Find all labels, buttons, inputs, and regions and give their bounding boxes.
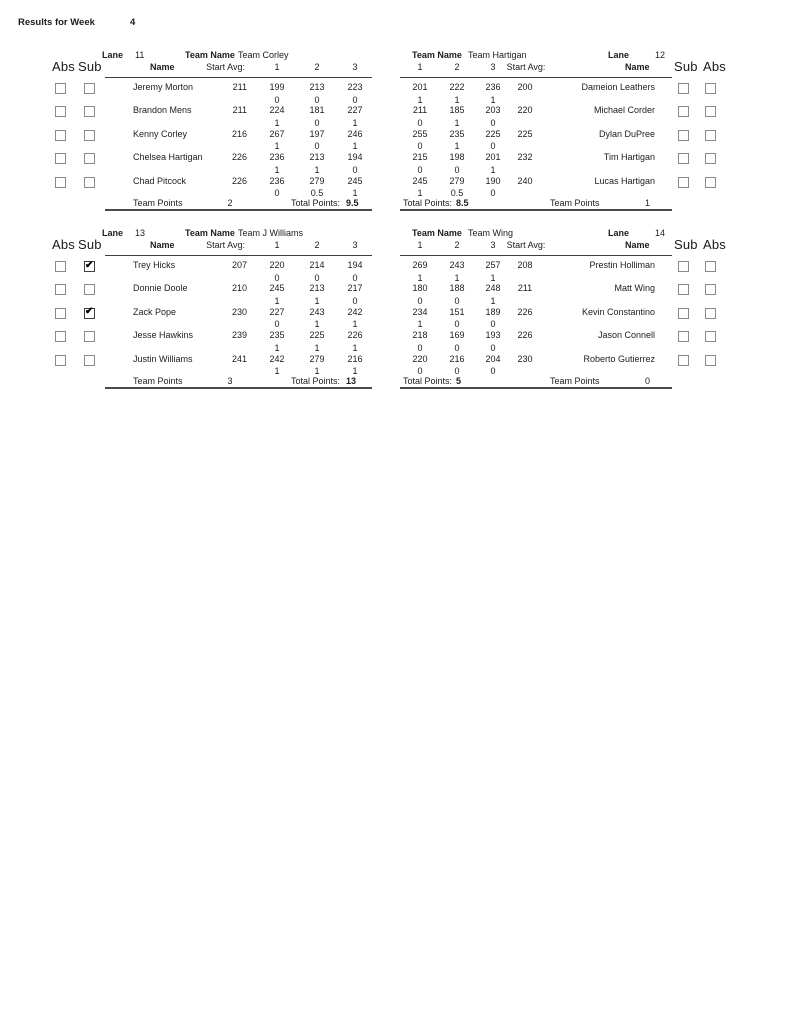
start-avg-value: 239 [231, 330, 247, 341]
game-score: 188 [449, 283, 465, 294]
sub-checkbox[interactable] [84, 106, 95, 117]
game-points: 1 [352, 366, 358, 377]
start-avg-value: 226 [231, 152, 247, 163]
game-score: 211 [412, 105, 428, 116]
lane-label: Lane [608, 50, 630, 60]
sub-checkbox[interactable] [678, 177, 689, 188]
game-score: 169 [449, 330, 465, 341]
lane-number: 12 [655, 50, 666, 60]
team-points-label: Team Points [133, 375, 183, 386]
game-points: 1 [417, 272, 423, 283]
start-avg-value: 211 [232, 82, 247, 92]
game-score: 227 [347, 105, 363, 116]
abs-checkbox[interactable] [55, 106, 66, 117]
game-points: 1 [314, 295, 320, 306]
team-points-value: 1 [644, 197, 650, 208]
game-points: 0 [490, 141, 496, 152]
player-name: Jesse Hawkins [133, 330, 194, 341]
abs-checkbox[interactable] [55, 83, 66, 94]
footer-divider-line [105, 209, 372, 211]
game-score: 218 [412, 330, 428, 341]
player-name: Brandon Mens [133, 105, 192, 116]
lane-number: 13 [135, 228, 146, 238]
sub-checkbox[interactable] [84, 331, 95, 342]
game-points: 0 [417, 295, 423, 306]
total-points-value: 13 [346, 375, 357, 386]
game-score: 199 [269, 82, 285, 92]
sub-column-label: Sub [674, 59, 698, 74]
game-points: 1 [490, 94, 496, 105]
game-points: 0 [417, 164, 423, 175]
lane-number: 14 [655, 228, 666, 238]
start-avg-value: 226 [231, 175, 247, 186]
abs-checkbox[interactable] [705, 331, 716, 342]
game-points: 1 [352, 117, 358, 128]
game-score: 257 [485, 260, 501, 270]
game-points: 0 [352, 295, 358, 306]
sub-checkbox[interactable] [84, 153, 95, 164]
game-points: 1 [417, 94, 423, 105]
team-name-label: Team Name [185, 50, 235, 60]
header-divider-line [400, 77, 672, 78]
game-points: 0 [417, 366, 423, 377]
abs-checkbox[interactable] [55, 153, 66, 164]
game2-header: 2 [314, 62, 320, 72]
game-points: 0 [417, 117, 423, 128]
game-points: 1 [274, 141, 280, 152]
team-points-label: Team Points [550, 197, 600, 208]
game-score: 225 [485, 128, 501, 139]
name-column-header: Name [150, 62, 175, 72]
game-score: 180 [412, 283, 428, 294]
sub-checkbox[interactable] [678, 153, 689, 164]
game-points: 0.5 [450, 188, 464, 199]
game-score: 267 [269, 128, 285, 139]
game3-header: 3 [352, 62, 358, 72]
game-score: 151 [449, 306, 465, 317]
start-avg-value: 208 [517, 260, 533, 270]
game-points: 1 [352, 342, 358, 353]
header-divider-line [400, 255, 672, 256]
start-avg-header: Start Avg: [506, 240, 546, 250]
lane-label: Lane [608, 228, 630, 238]
game-points: 0 [417, 141, 423, 152]
start-avg-header: Start Avg: [506, 62, 546, 72]
game-points: 1 [314, 319, 320, 330]
page-title: Results for Week [18, 17, 95, 28]
game-points: 1 [274, 366, 280, 377]
game-score: 198 [449, 152, 465, 163]
team-points-label: Team Points [550, 375, 600, 386]
game-score: 227 [269, 306, 285, 317]
abs-column-label: Abs [52, 237, 76, 252]
game-score: 194 [347, 260, 363, 270]
game-score: 194 [347, 152, 363, 163]
game-score: 245 [347, 175, 363, 186]
game-score: 245 [269, 283, 285, 294]
footer-divider-line [400, 209, 672, 211]
game-points: 1 [417, 188, 423, 199]
player-name: Dylan DuPree [598, 128, 655, 139]
abs-checkbox[interactable] [55, 130, 66, 141]
game-score: 225 [309, 330, 325, 341]
game-score: 214 [309, 260, 325, 270]
abs-column-label: Abs [703, 237, 727, 252]
game-score: 269 [412, 260, 428, 270]
header-divider-line [105, 77, 372, 78]
game-points: 0 [454, 164, 460, 175]
abs-checkbox[interactable] [705, 177, 716, 188]
game-points: 1 [352, 188, 358, 199]
game-score: 216 [449, 353, 465, 364]
start-avg-value: 220 [517, 105, 533, 116]
lane-number: 11 [135, 50, 145, 60]
player-name: Prestin Holliman [589, 260, 655, 270]
start-avg-value: 210 [231, 283, 247, 294]
game-score: 201 [412, 82, 428, 92]
abs-column-label: Abs [703, 59, 727, 74]
game-points: 0 [352, 94, 358, 105]
sub-checkbox[interactable] [678, 331, 689, 342]
abs-checkbox[interactable] [55, 331, 66, 342]
game-points: 0 [490, 117, 496, 128]
abs-checkbox[interactable] [705, 83, 716, 94]
team-points-value: 2 [227, 197, 233, 208]
player-name: Kenny Corley [133, 128, 188, 139]
player-name: Justin Williams [133, 353, 193, 364]
player-name: Trey Hicks [133, 260, 176, 270]
week-number: 4 [130, 17, 136, 28]
game-points: 1 [490, 295, 496, 306]
name-column-header: Name [150, 240, 175, 250]
game-score: 215 [412, 152, 428, 163]
player-name: Donnie Doole [133, 283, 188, 294]
game-points: 1 [274, 164, 280, 175]
game-points: 0 [490, 342, 496, 353]
game-score: 189 [485, 306, 501, 317]
game2-header: 2 [454, 62, 460, 72]
team-name-label: Team Name [412, 50, 462, 60]
start-avg-value: 207 [231, 260, 247, 270]
team-name-value: Team Wing [468, 228, 514, 238]
team-name-value: Team J Williams [238, 228, 304, 238]
game-score: 243 [309, 306, 325, 317]
footer-divider-line [105, 387, 372, 389]
team-points-value: 0 [644, 375, 650, 386]
sub-checkbox[interactable] [84, 83, 95, 94]
game-score: 220 [269, 260, 285, 270]
player-name: Kevin Constantino [581, 306, 655, 317]
game-points: 1 [314, 164, 320, 175]
game-points: 1 [274, 117, 280, 128]
sub-column-label: Sub [78, 59, 102, 74]
game-score: 217 [347, 283, 363, 294]
game-score: 246 [347, 128, 363, 139]
game-points: 1 [454, 94, 460, 105]
start-avg-value: 230 [231, 306, 247, 317]
game-score: 279 [309, 175, 325, 186]
total-points-value: 9.5 [346, 197, 359, 208]
game-points: 0 [490, 188, 496, 199]
game-score: 204 [485, 353, 501, 364]
abs-checkbox[interactable] [55, 284, 66, 295]
name-column-header: Name [625, 240, 650, 250]
start-avg-value: 225 [517, 128, 533, 139]
game-score: 223 [347, 82, 363, 92]
game2-header: 2 [314, 240, 320, 250]
game-points: 0 [314, 141, 320, 152]
sub-checkbox[interactable] [678, 308, 689, 319]
team-points-label: Team Points [133, 197, 183, 208]
game-points: 1 [490, 272, 496, 283]
team-name-value: Team Corley [238, 50, 289, 60]
start-avg-value: 200 [517, 82, 533, 92]
check-mark-icon: ✔ [85, 259, 94, 271]
game2-header: 2 [454, 240, 460, 250]
game-points: 0 [274, 319, 280, 330]
abs-checkbox[interactable] [55, 177, 66, 188]
game-score: 235 [269, 330, 285, 341]
game-score: 224 [269, 105, 285, 116]
game1-header: 1 [417, 240, 423, 250]
game-score: 213 [309, 82, 325, 92]
game-score: 279 [449, 175, 465, 186]
team-name-label: Team Name [185, 228, 235, 238]
game-points: 1 [274, 295, 280, 306]
player-name: Chelsea Hartigan [133, 152, 203, 163]
player-name: Lucas Hartigan [594, 175, 655, 186]
game-score: 216 [347, 353, 363, 364]
abs-column-label: Abs [52, 59, 76, 74]
abs-checkbox[interactable] [705, 284, 716, 295]
game-score: 193 [485, 330, 501, 341]
game-score: 181 [309, 105, 325, 116]
abs-checkbox[interactable] [705, 106, 716, 117]
game-points: 0 [314, 117, 320, 128]
game-points: 0 [352, 164, 358, 175]
sub-checkbox[interactable] [678, 355, 689, 366]
match-section [0, 46, 785, 221]
header-divider-line [105, 255, 372, 256]
game3-header: 3 [490, 240, 496, 250]
start-avg-value: 226 [517, 306, 533, 317]
game1-header: 1 [274, 62, 280, 72]
game-points: 0 [314, 94, 320, 105]
game-score: 213 [309, 283, 325, 294]
player-name: Jason Connell [597, 330, 655, 341]
sub-column-label: Sub [78, 237, 102, 252]
game-score: 245 [412, 175, 428, 186]
sub-checkbox[interactable] [678, 130, 689, 141]
game-score: 235 [449, 128, 465, 139]
total-points-value: 8.5 [456, 197, 469, 208]
player-name: Roberto Gutierrez [583, 353, 655, 364]
game-points: 0 [274, 94, 280, 105]
abs-checkbox[interactable] [705, 308, 716, 319]
game-points: 1 [490, 164, 496, 175]
game-points: 0 [490, 366, 496, 377]
game-points: 1 [352, 319, 358, 330]
sub-checkbox[interactable] [678, 83, 689, 94]
game-points: 0 [454, 342, 460, 353]
start-avg-value: 211 [517, 283, 533, 294]
lane-label: Lane [102, 50, 124, 60]
game-points: 0.5 [310, 188, 324, 199]
sub-checkbox[interactable] [84, 284, 95, 295]
game-points: 0 [490, 319, 496, 330]
abs-checkbox[interactable] [705, 130, 716, 141]
game-points: 1 [314, 366, 320, 377]
player-name: Tim Hartigan [603, 152, 655, 163]
game-points: 0 [454, 319, 460, 330]
game-points: 0 [454, 295, 460, 306]
team-points-value: 3 [227, 375, 233, 386]
game3-header: 3 [490, 62, 496, 72]
game-score: 243 [449, 260, 465, 270]
match-section [0, 224, 785, 399]
game-score: 201 [485, 152, 501, 163]
game-points: 0 [352, 272, 358, 283]
game-score: 234 [412, 306, 428, 317]
abs-checkbox[interactable] [55, 355, 66, 366]
start-avg-header: Start Avg: [206, 62, 245, 72]
start-avg-value: 226 [517, 330, 533, 341]
total-points-label: Total Points: [403, 375, 453, 386]
player-name: Dameion Leathers [581, 82, 655, 92]
game-score: 220 [412, 353, 428, 364]
team-name-label: Team Name [412, 228, 462, 238]
check-mark-icon: ✔ [85, 306, 94, 318]
total-points-label: Total Points: [403, 197, 453, 208]
game1-header: 1 [417, 62, 423, 72]
total-points-value: 5 [456, 375, 462, 386]
sub-checkbox[interactable] [678, 261, 689, 272]
footer-divider-line [400, 387, 672, 389]
start-avg-value: 230 [517, 353, 533, 364]
player-name: Matt Wing [614, 283, 655, 294]
sub-checkbox[interactable] [84, 130, 95, 141]
game-points: 1 [454, 272, 460, 283]
game3-header: 3 [352, 240, 358, 250]
game-points: 1 [454, 141, 460, 152]
lane-label: Lane [102, 228, 124, 238]
game-score: 197 [309, 128, 325, 139]
game-score: 185 [449, 105, 465, 116]
abs-checkbox[interactable] [55, 261, 66, 272]
game-score: 226 [347, 330, 363, 341]
sub-column-label: Sub [674, 237, 698, 252]
sub-checkbox[interactable] [84, 177, 95, 188]
total-points-label: Total Points: [290, 197, 340, 208]
start-avg-value: 240 [517, 175, 533, 186]
sub-checkbox[interactable] [84, 355, 95, 366]
abs-checkbox[interactable] [705, 355, 716, 366]
game1-header: 1 [274, 240, 280, 250]
start-avg-value: 232 [517, 152, 533, 163]
game-score: 279 [309, 353, 325, 364]
player-name: Jeremy Morton [133, 82, 194, 92]
game-score: 213 [309, 152, 325, 163]
start-avg-value: 216 [231, 128, 247, 139]
game-points: 1 [314, 342, 320, 353]
game-score: 236 [269, 175, 285, 186]
game-score: 190 [485, 175, 501, 186]
player-name: Zack Pope [133, 306, 177, 317]
game-score: 255 [412, 128, 428, 139]
abs-checkbox[interactable] [705, 261, 716, 272]
game-points: 0 [274, 188, 280, 199]
game-points: 1 [454, 117, 460, 128]
player-name: Chad Pitcock [133, 175, 187, 186]
name-column-header: Name [625, 62, 650, 72]
abs-checkbox[interactable] [705, 153, 716, 164]
game-score: 222 [449, 82, 465, 92]
sub-checkbox[interactable] [84, 261, 95, 272]
game-points: 1 [352, 141, 358, 152]
game-score: 236 [485, 82, 501, 92]
abs-checkbox[interactable] [55, 308, 66, 319]
sub-checkbox[interactable] [84, 308, 95, 319]
player-name: Michael Corder [593, 105, 655, 116]
game-score: 242 [347, 306, 363, 317]
total-points-label: Total Points: [290, 375, 340, 386]
game-score: 242 [269, 353, 285, 364]
team-name-value: Team Hartigan [468, 50, 527, 60]
game-score: 203 [485, 105, 501, 116]
start-avg-header: Start Avg: [206, 240, 245, 250]
game-points: 0 [274, 272, 280, 283]
start-avg-value: 241 [231, 353, 247, 364]
game-score: 236 [269, 152, 285, 163]
game-points: 1 [274, 342, 280, 353]
game-score: 248 [485, 283, 501, 294]
game-points: 0 [417, 342, 423, 353]
start-avg-value: 211 [232, 105, 247, 116]
sub-checkbox[interactable] [678, 284, 689, 295]
game-points: 1 [417, 319, 423, 330]
sub-checkbox[interactable] [678, 106, 689, 117]
game-points: 0 [314, 272, 320, 283]
game-points: 0 [454, 366, 460, 377]
